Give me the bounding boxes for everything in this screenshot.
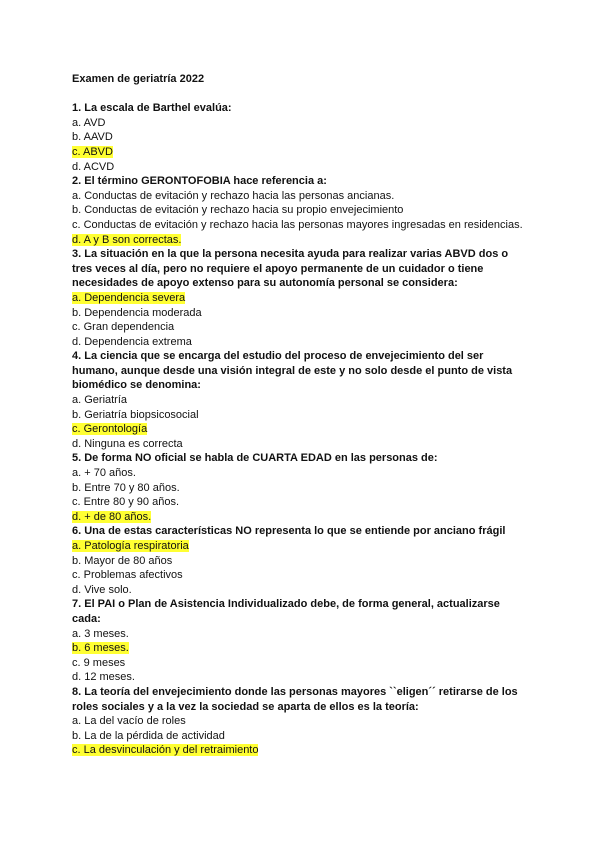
- answer-option-text: d. ACVD: [72, 160, 115, 173]
- answer-option-text: b. Dependencia moderada: [72, 306, 202, 319]
- answer-option-text: c. Problemas afectivos: [72, 569, 183, 582]
- answer-option: [72, 627, 528, 642]
- question-text: 2. El término GERONTOFOBIA hace referencia a:: [72, 175, 327, 188]
- answer-option-text: c. Conductas de evitación y rechazo hacia las personas mayores ingresadas en residencias.: [72, 218, 523, 231]
- answer-option: [72, 408, 528, 423]
- answer-option: [72, 568, 528, 583]
- answer-option: [72, 335, 528, 350]
- question-2: [72, 174, 528, 247]
- answer-option-text: a. Dependencia severa: [72, 291, 186, 304]
- answer-option-text: d. Dependencia extrema: [72, 335, 192, 348]
- answer-option-text: b. Mayor de 80 años: [72, 554, 173, 567]
- answer-option-text: a. La del vacío de roles: [72, 715, 186, 728]
- question-6: [72, 524, 528, 597]
- question-text: 6. Una de estas características NO representa lo que se entiende por anciano frágil: [72, 525, 506, 538]
- answer-option-text: d. + de 80 años.: [72, 510, 152, 523]
- answer-option: [72, 495, 528, 510]
- answer-option: [72, 203, 528, 218]
- answer-option-text: c. La desvinculación y del retraimiento: [72, 744, 259, 757]
- question-text: 5. De forma NO oficial se habla de CUARTA EDAD en las personas de:: [72, 452, 438, 465]
- question-text: 7. El PAI o Plan de Asistencia Individualizado debe, de forma general, actualizarse cada:: [72, 598, 500, 625]
- question-7: [72, 597, 528, 685]
- answer-option-text: c. ABVD: [72, 145, 113, 158]
- answer-option: [72, 320, 528, 335]
- question-4: [72, 349, 528, 451]
- answer-option-text: d. 12 meses.: [72, 671, 135, 684]
- answer-option-correct: [72, 539, 528, 554]
- answer-option-text: b. Entre 70 y 80 años.: [72, 481, 180, 494]
- answer-option-text: c. 9 meses: [72, 656, 126, 669]
- answer-option-text: a. 3 meses.: [72, 627, 129, 640]
- answer-option-correct: [72, 743, 528, 758]
- answer-option-text: b. La de la pérdida de actividad: [72, 729, 225, 742]
- answer-option-text: b. AAVD: [72, 131, 113, 144]
- answer-option: [72, 130, 528, 145]
- answer-option: [72, 670, 528, 685]
- answer-option: [72, 481, 528, 496]
- title-spacer: [72, 87, 528, 102]
- answer-option-text: c. Entre 80 y 90 años.: [72, 496, 180, 509]
- answer-option: [72, 554, 528, 569]
- answer-option: [72, 714, 528, 729]
- answer-option-text: d. Vive solo.: [72, 583, 132, 596]
- question-1: [72, 101, 528, 174]
- answer-option: [72, 393, 528, 408]
- answer-option: [72, 437, 528, 452]
- answer-option: [72, 729, 528, 744]
- question-text: 4. La ciencia que se encarga del estudio del proceso de envejecimiento del ser humano, aunque desde una visión integral de este y no solo desde el punto de vista biomédico se denomina:: [72, 350, 513, 392]
- answer-option-text: a. + 70 años.: [72, 467, 136, 480]
- answer-option-text: a. Patología respiratoria: [72, 540, 189, 552]
- answer-option-text: b. Geriatría biopsicosocial: [72, 408, 199, 421]
- answer-option-text: a. Geriatría: [72, 394, 128, 407]
- question-list: [72, 101, 528, 758]
- answer-option-correct: [72, 291, 528, 306]
- answer-option: [72, 189, 528, 204]
- answer-option-correct: [72, 422, 528, 437]
- question-8: [72, 685, 528, 758]
- answer-option: [72, 583, 528, 598]
- answer-option: [72, 466, 528, 481]
- answer-option-correct: [72, 510, 528, 525]
- answer-option-text: b. Conductas de evitación y rechazo hacia su propio envejecimiento: [72, 204, 404, 217]
- question-text: 3. La situación en la que la persona necesita ayuda para realizar varias ABVD dos o tres veces al día, pero no requiere el apoyo permanente de un cuidador o tiene necesidades de apoyo extenso para su autonomía personal se considera:: [72, 248, 509, 290]
- answer-option: [72, 160, 528, 175]
- answer-option-correct: [72, 145, 528, 160]
- answer-option-text: a. Conductas de evitación y rechazo hacia las personas ancianas.: [72, 189, 395, 202]
- answer-option-text: b. 6 meses.: [72, 642, 129, 655]
- answer-option: [72, 656, 528, 671]
- question-3: [72, 247, 528, 349]
- answer-option: [72, 306, 528, 321]
- answer-option-correct: [72, 233, 528, 248]
- answer-option-text: d. Ninguna es correcta: [72, 437, 183, 450]
- answer-option-text: d. A y B son correctas.: [72, 233, 182, 246]
- document-page: [72, 72, 528, 758]
- question-5: [72, 451, 528, 524]
- question-text: 8. La teoría del envejecimiento donde las personas mayores ``eligen´´ retirarse de los roles sociales y a la vez la sociedad se aparta de ellos es la teoría:: [72, 685, 518, 713]
- answer-option-text: c. Gran dependencia: [72, 321, 175, 334]
- answer-option-text: c. Gerontología: [72, 423, 148, 436]
- document-title: Examen de geriatría 2022: [72, 73, 205, 85]
- answer-option: [72, 218, 528, 233]
- answer-option-text: a. AVD: [72, 116, 106, 129]
- answer-option-correct: [72, 641, 528, 656]
- question-text: 1. La escala de Barthel evalúa:: [72, 102, 232, 115]
- answer-option: [72, 116, 528, 131]
